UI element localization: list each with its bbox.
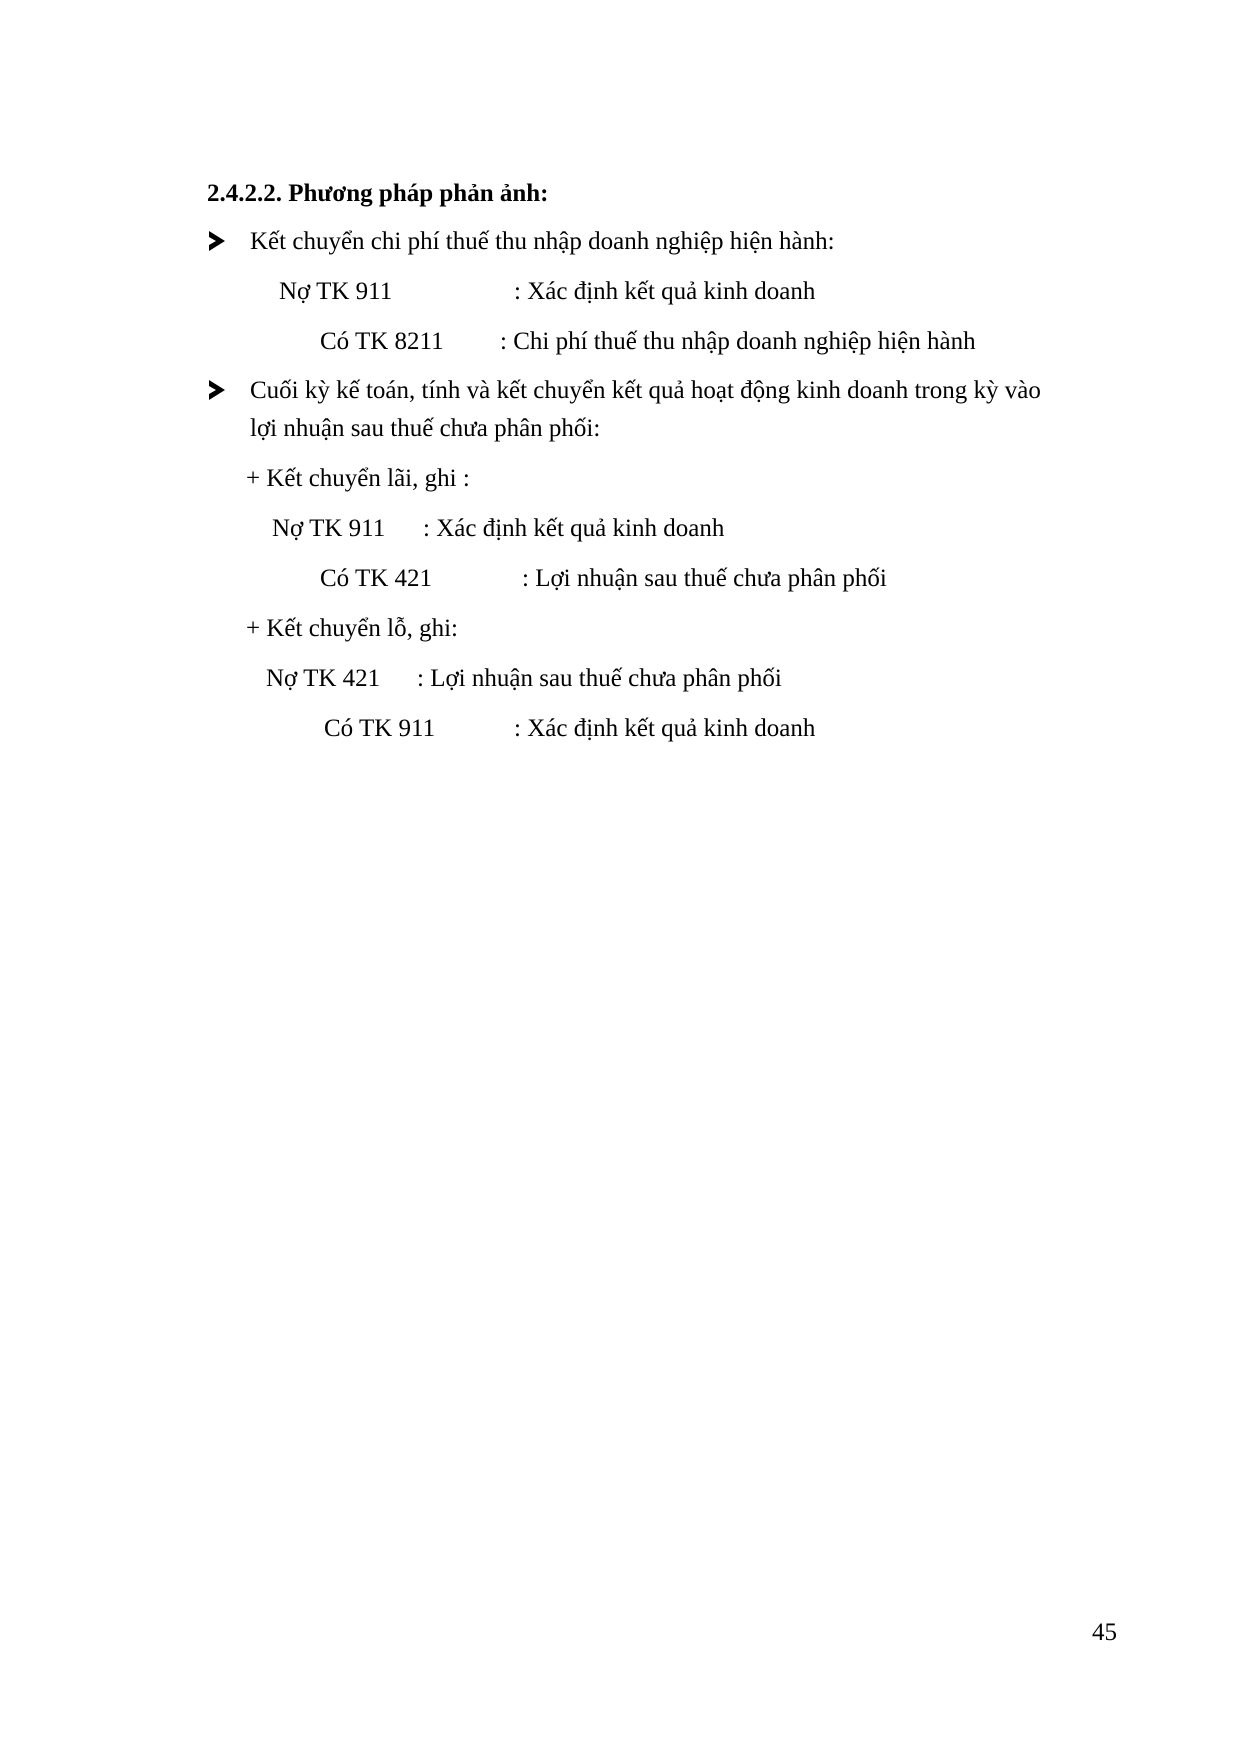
- entry-account: Có TK 421: [320, 565, 433, 592]
- entry-description: : Xác định kết quả kinh doanh: [514, 715, 816, 742]
- entry-account: Nợ TK 911: [272, 515, 386, 542]
- item-2-text-line2: lợi nhuận sau thuế chưa phân phối:: [250, 415, 601, 442]
- arrow-bullet-icon: [209, 380, 225, 400]
- arrow-bullet-icon: [209, 231, 225, 251]
- case-profit-label: + Kết chuyển lãi, ghi :: [246, 465, 470, 492]
- item-1-text: Kết chuyển chi phí thuế thu nhập doanh nghiệp hiện hành:: [250, 228, 835, 255]
- section-heading: 2.4.2.2. Phương pháp phản ảnh:: [207, 180, 549, 207]
- entry-account: Có TK 911: [324, 715, 436, 742]
- entry-description: : Xác định kết quả kinh doanh: [514, 278, 816, 305]
- entry-account: Nợ TK 421: [266, 665, 381, 692]
- entry-description: : Lợi nhuận sau thuế chưa phân phối: [417, 665, 782, 692]
- entry-description: : Lợi nhuận sau thuế chưa phân phối: [522, 565, 887, 592]
- entry-description: : Xác định kết quả kinh doanh: [423, 515, 725, 542]
- case-loss-label: + Kết chuyển lỗ, ghi:: [246, 615, 458, 642]
- item-2-text-line1: Cuối kỳ kế toán, tính và kết chuyển kết quả hoạt động kinh doanh trong kỳ vào: [250, 377, 1041, 404]
- entry-account: Nợ TK 911: [279, 278, 393, 305]
- entry-account: Có TK 8211: [320, 328, 444, 355]
- entry-description: : Chi phí thuế thu nhập doanh nghiệp hiện hành: [500, 328, 976, 355]
- page-number: 45: [1092, 1619, 1117, 1646]
